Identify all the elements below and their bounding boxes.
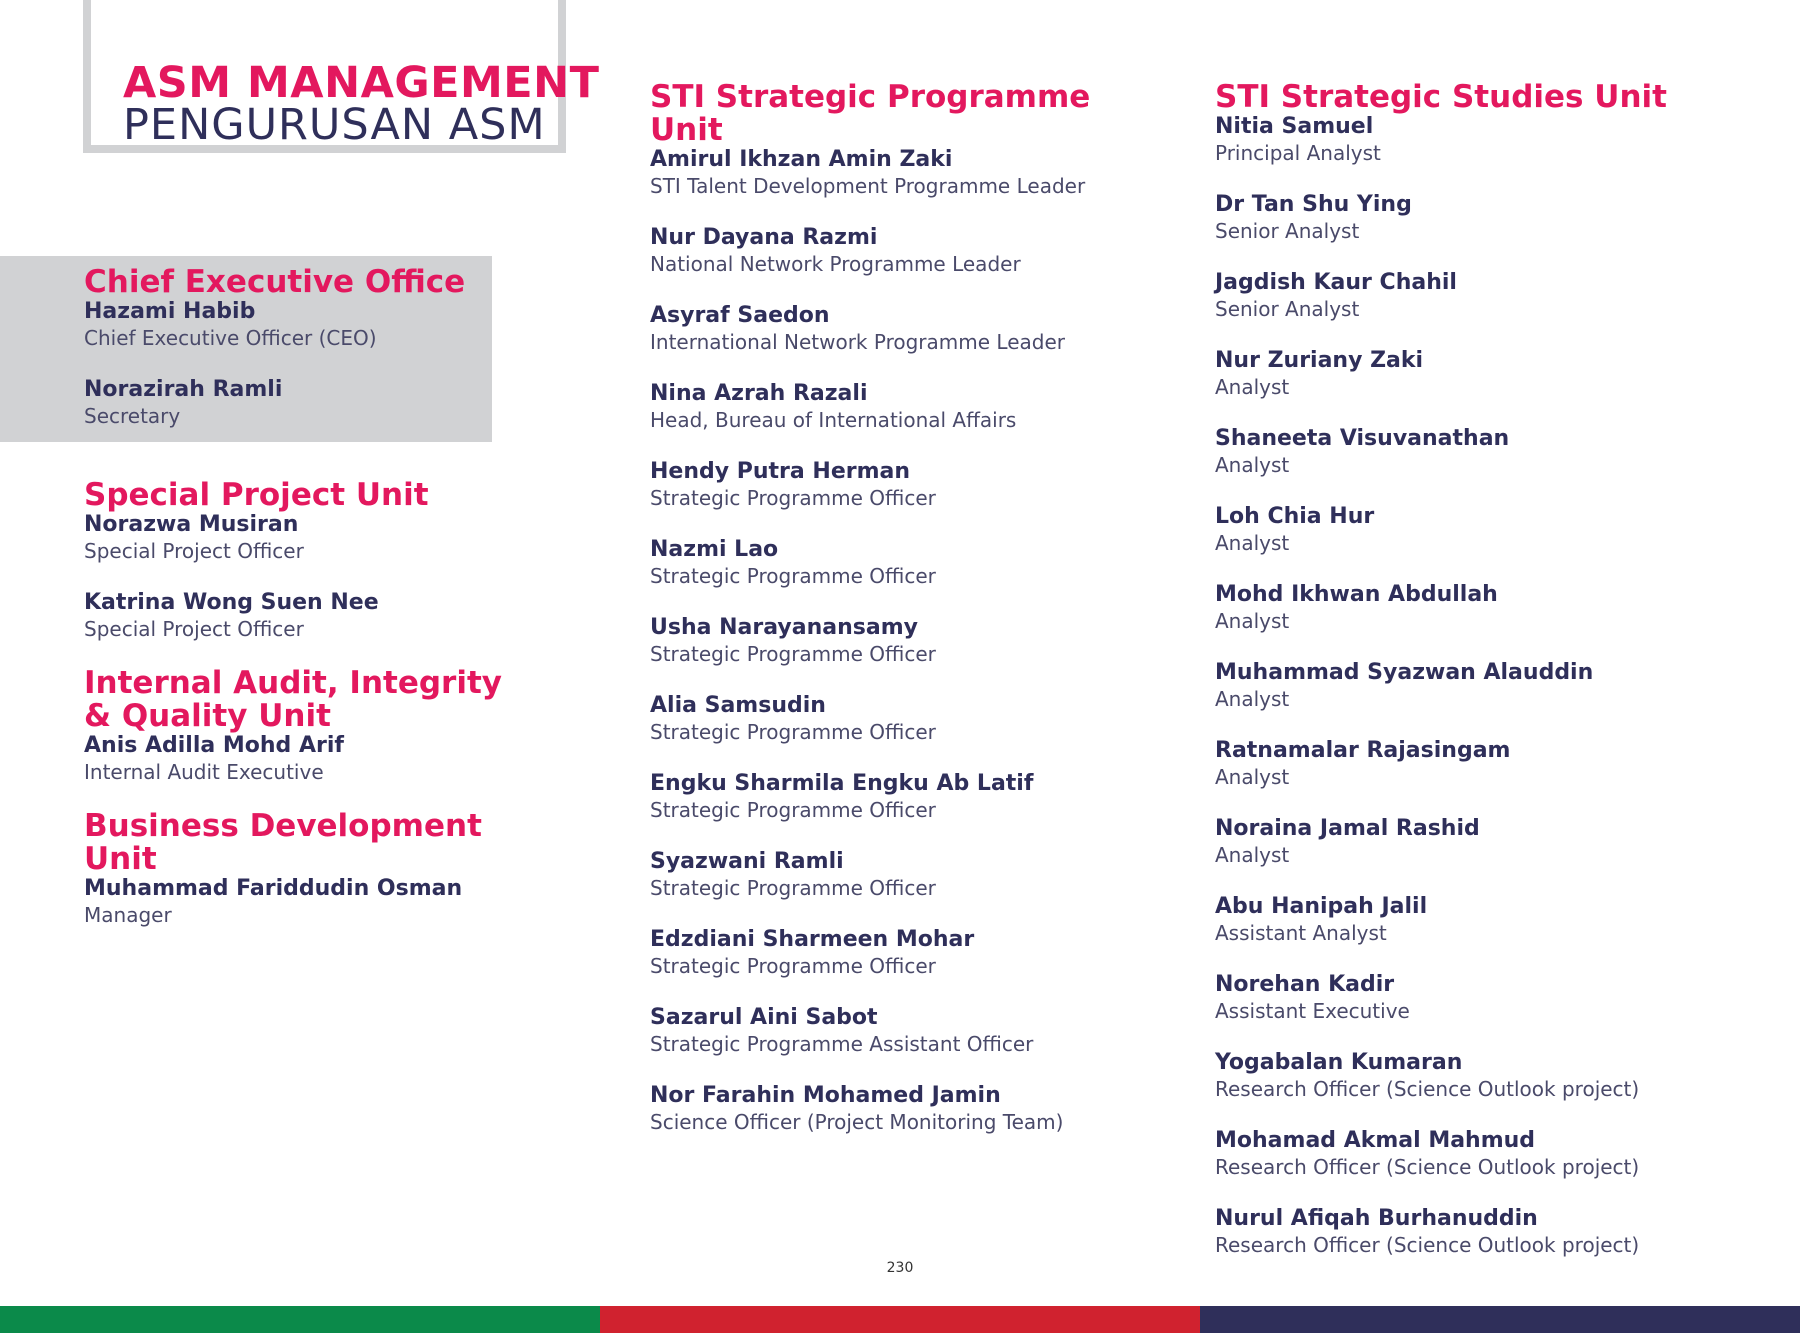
person-name: Syazwani Ramli [650, 849, 844, 874]
person-entry [1215, 894, 1775, 947]
person-name: Hazami Habib [84, 299, 256, 324]
person-role: Senior Analyst [1215, 297, 1360, 321]
person-role: Chief Executive Officer (CEO) [84, 326, 377, 350]
person-role: Manager [84, 903, 172, 927]
person-name: Nur Zuriany Zaki [1215, 348, 1424, 373]
sti-programme-section [650, 81, 1170, 1136]
person-name: Nazmi Lao [650, 537, 779, 562]
person-role: Strategic Programme Officer [650, 642, 936, 666]
internal-audit-section [84, 667, 504, 786]
person-role: STI Talent Development Programme Leader [650, 174, 1086, 198]
person-entry [1215, 504, 1775, 557]
person-entry [1215, 582, 1775, 635]
unit-title: STI Strategic Studies Unit [1215, 79, 1667, 115]
person-entry [650, 693, 1170, 746]
person-name: Sazarul Aini Sabot [650, 1005, 878, 1030]
person-name: Abu Hanipah Jalil [1215, 894, 1428, 919]
person-entry [650, 927, 1170, 980]
person-name: Shaneeta Visuvanathan [1215, 426, 1510, 451]
person-role: Research Officer (Science Outlook project) [1215, 1233, 1640, 1257]
person-name: Norehan Kadir [1215, 972, 1395, 997]
person-name: Mohd Ikhwan Abdullah [1215, 582, 1498, 607]
person-role: Analyst [1215, 531, 1290, 555]
person-role: Science Officer (Project Monitoring Team) [650, 1110, 1064, 1134]
person-name: Hendy Putra Herman [650, 459, 911, 484]
person-role: Assistant Analyst [1215, 921, 1387, 945]
person-entry [84, 377, 504, 430]
person-entry [650, 147, 1170, 200]
footer-bar-navy [1200, 1306, 1800, 1333]
person-name: Jagdish Kaur Chahil [1215, 270, 1457, 295]
page-title: ASM MANAGEMENT [123, 58, 600, 108]
person-entry [84, 590, 504, 643]
person-name: Norazwa Musiran [84, 512, 299, 537]
person-entry [1215, 348, 1775, 401]
person-role: National Network Programme Leader [650, 252, 1021, 276]
person-role: Strategic Programme Officer [650, 798, 936, 822]
person-role: Senior Analyst [1215, 219, 1360, 243]
ceo-office-section [84, 266, 504, 430]
unit-title: Special Project Unit [84, 477, 429, 513]
business-development-section [84, 810, 504, 929]
person-name: Muhammad Fariddudin Osman [84, 876, 463, 901]
person-role: Special Project Officer [84, 617, 304, 641]
person-entry [650, 615, 1170, 668]
person-name: Ratnamalar Rajasingam [1215, 738, 1511, 763]
person-entry [1215, 114, 1775, 167]
person-entry [1215, 1128, 1775, 1181]
person-role: Strategic Programme Assistant Officer [650, 1032, 1034, 1056]
person-entry [1215, 270, 1775, 323]
person-role: Analyst [1215, 375, 1290, 399]
person-name: Noraina Jamal Rashid [1215, 816, 1480, 841]
person-role: International Network Programme Leader [650, 330, 1065, 354]
person-role: Analyst [1215, 609, 1290, 633]
person-role: Assistant Executive [1215, 999, 1410, 1023]
footer-bar-green [0, 1306, 600, 1333]
person-role: Analyst [1215, 687, 1290, 711]
person-role: Secretary [84, 404, 181, 428]
person-role: Principal Analyst [1215, 141, 1381, 165]
person-role: Strategic Programme Officer [650, 876, 936, 900]
person-name: Amirul Ikhzan Amin Zaki [650, 147, 953, 172]
person-name: Yogabalan Kumaran [1215, 1050, 1463, 1075]
person-name: Muhammad Syazwan Alauddin [1215, 660, 1594, 685]
person-entry [650, 771, 1170, 824]
person-role: Analyst [1215, 453, 1290, 477]
person-entry [1215, 738, 1775, 791]
person-role: Special Project Officer [84, 539, 304, 563]
person-entry [1215, 660, 1775, 713]
special-project-section [84, 479, 504, 643]
people-list [650, 147, 1170, 1136]
person-role: Strategic Programme Officer [650, 564, 936, 588]
person-entry [84, 299, 504, 352]
person-name: Loh Chia Hur [1215, 504, 1375, 529]
person-entry [1215, 192, 1775, 245]
person-name: Usha Narayanansamy [650, 615, 918, 640]
person-entry [1215, 972, 1775, 1025]
title-box [83, 0, 600, 153]
person-role: Internal Audit Executive [84, 760, 324, 784]
unit-title: Business Development Unit [84, 808, 482, 877]
person-role: Strategic Programme Officer [650, 720, 936, 744]
person-name: Engku Sharmila Engku Ab Latif [650, 771, 1034, 796]
person-entry [650, 303, 1170, 356]
page-title-malay: PENGURUSAN ASM [123, 100, 546, 150]
people-list [1215, 114, 1775, 1259]
person-name: Asyraf Saedon [650, 303, 830, 328]
person-name: Norazirah Ramli [84, 377, 283, 402]
person-name: Dr Tan Shu Ying [1215, 192, 1412, 217]
person-name: Alia Samsudin [650, 693, 826, 718]
person-entry [650, 459, 1170, 512]
person-role: Analyst [1215, 765, 1290, 789]
person-name: Anis Adilla Mohd Arif [84, 733, 344, 758]
person-entry [650, 849, 1170, 902]
person-role: Analyst [1215, 843, 1290, 867]
person-entry [1215, 1206, 1775, 1259]
person-name: Edzdiani Sharmeen Mohar [650, 927, 975, 952]
person-entry [1215, 816, 1775, 869]
page-number: 230 [886, 1260, 914, 1276]
person-role: Strategic Programme Officer [650, 954, 936, 978]
person-role: Research Officer (Science Outlook project) [1215, 1155, 1640, 1179]
person-entry [650, 1005, 1170, 1058]
person-name: Mohamad Akmal Mahmud [1215, 1128, 1536, 1153]
person-entry [1215, 1050, 1775, 1103]
footer-bar-red [600, 1306, 1200, 1333]
person-name: Nina Azrah Razali [650, 381, 868, 406]
sti-studies-section [1215, 81, 1775, 1259]
person-entry [84, 733, 504, 786]
person-name: Nur Dayana Razmi [650, 225, 878, 250]
person-name: Nitia Samuel [1215, 114, 1374, 139]
person-entry [650, 225, 1170, 278]
person-name: Nor Farahin Mohamed Jamin [650, 1083, 1001, 1108]
person-role: Strategic Programme Officer [650, 486, 936, 510]
person-name: Nurul Afiqah Burhanuddin [1215, 1206, 1538, 1231]
person-entry [84, 876, 504, 929]
person-role: Head, Bureau of International Affairs [650, 408, 1017, 432]
unit-title: Chief Executive Office [84, 264, 466, 300]
person-name: Katrina Wong Suen Nee [84, 590, 379, 615]
person-entry [1215, 426, 1775, 479]
person-entry [650, 1083, 1170, 1136]
person-role: Research Officer (Science Outlook project) [1215, 1077, 1640, 1101]
person-entry [650, 537, 1170, 590]
person-entry [650, 381, 1170, 434]
unit-title: STI Strategic Programme Unit [650, 79, 1091, 148]
unit-title: Internal Audit, Integrity & Quality Unit [84, 665, 502, 734]
person-entry [84, 512, 504, 565]
